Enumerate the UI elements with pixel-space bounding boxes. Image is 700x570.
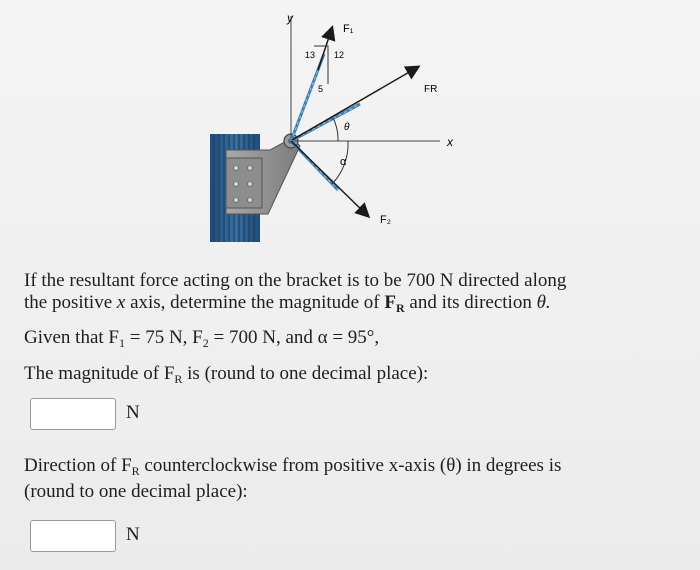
problem-line-2-c: and its direction	[409, 292, 532, 313]
given-line: Given that $F_1 = 75$ N, $F_2 = 700$ N, and α = 95°,	[24, 327, 380, 350]
fr-force	[291, 67, 418, 141]
direction-input[interactable]	[31, 521, 115, 551]
problem-line-2-b: axis, determine the magnitude of	[130, 292, 380, 313]
y-axis-label: y	[287, 11, 293, 25]
magnitude-answer-box[interactable]	[30, 398, 116, 430]
question-direction: Direction of $F_R$ counterclockwise from positive x-axis (θ) in degrees is	[24, 455, 562, 478]
direction-answer-box[interactable]	[30, 520, 116, 552]
x-axis-label: x	[447, 135, 453, 149]
slope-13-label: 13	[305, 50, 316, 60]
question-magnitude: The magnitude of $F_R$ is (round to one decimal place):	[24, 363, 429, 386]
question-direction-line-2: (round to one decimal place):	[24, 481, 248, 502]
bracket-diagram	[0, 0, 700, 258]
slope-12-label: 12	[334, 50, 345, 60]
f1-force	[291, 28, 332, 141]
x-symbol: x	[116, 292, 126, 313]
magnitude-unit: N	[126, 402, 140, 423]
alpha-label: α	[340, 156, 347, 168]
problem-line-1: If the resultant force acting on the bracket is to be 700 N directed along	[24, 270, 567, 291]
fr-label: FR	[424, 84, 438, 95]
theta-arc	[333, 118, 338, 141]
f1-label: F₁	[343, 23, 354, 35]
theta-label: θ	[344, 122, 350, 133]
problem-line-2-a: the positive	[24, 292, 113, 313]
theta-symbol: θ.	[536, 292, 551, 313]
problem-line-2	[24, 292, 551, 319]
direction-unit: N	[126, 524, 140, 545]
magnitude-input[interactable]	[31, 399, 115, 429]
f2-force	[291, 141, 368, 216]
fr-symbol: $F_R$	[384, 292, 405, 315]
f2-label: F₂	[380, 214, 391, 226]
slope-5-label: 5	[318, 84, 324, 94]
